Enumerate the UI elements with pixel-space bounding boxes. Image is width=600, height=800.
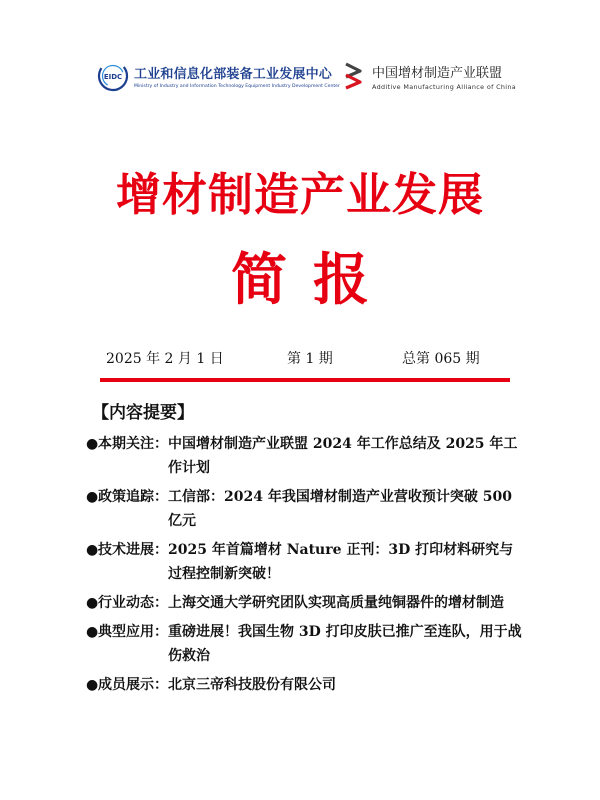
item-label: 技术进展：	[98, 542, 168, 558]
item-text: 2025 年首篇增材 Nature 正刊：3D 打印材料研究与过程控制新突破！	[168, 542, 514, 582]
item-text: 上海交通大学研究团队实现高质量纯铜器件的增材制造	[168, 595, 504, 611]
divider-line	[100, 378, 510, 382]
eidc-abbr: EIDC	[103, 73, 123, 81]
bullet-icon: ●	[86, 595, 99, 611]
issue-date: 2025 年 2 月 1 日	[106, 351, 224, 367]
list-item	[86, 432, 526, 480]
amaac-logo	[340, 56, 516, 96]
bullet-icon: ●	[86, 436, 99, 452]
list-item	[86, 538, 526, 586]
issue-number: 第 1 期	[287, 351, 333, 367]
eidc-name-cn: 工业和信息化部装备工业发展中心	[134, 67, 333, 82]
summary-list	[86, 432, 526, 702]
eidc-logo-icon	[96, 59, 130, 93]
amaac-name-en: Additive Manufacturing Alliance of China	[372, 82, 517, 91]
summary-heading: 【内容提要】	[92, 403, 194, 423]
bullet-icon: ●	[86, 489, 99, 505]
list-item	[86, 591, 526, 615]
eidc-logo	[96, 56, 340, 96]
item-text: 中国增材制造产业联盟 2024 年工作总结及 2025 年工作计划	[168, 436, 518, 476]
amaac-logo-icon	[340, 61, 366, 91]
bullet-icon: ●	[86, 677, 99, 693]
amaac-name-cn: 中国增材制造产业联盟	[372, 65, 503, 81]
bullet-icon: ●	[86, 542, 99, 558]
item-label: 典型应用：	[98, 624, 168, 640]
issue-total: 总第 065 期	[402, 351, 480, 367]
item-text: 工信部：2024 年我国增材制造产业营收预计突破 500 亿元	[168, 489, 512, 529]
item-label: 政策追踪：	[98, 489, 168, 505]
list-item	[86, 620, 526, 668]
bullet-icon: ●	[86, 624, 99, 640]
item-label: 成员展示：	[98, 677, 168, 693]
item-text: 重磅进展！我国生物 3D 打印皮肤已推广至连队，用于战伤救治	[168, 624, 522, 664]
item-text: 北京三帝科技股份有限公司	[168, 677, 336, 693]
sub-title: 简报	[231, 247, 395, 313]
main-title: 增材制造产业发展	[115, 168, 484, 221]
list-item	[86, 485, 526, 533]
item-label: 行业动态：	[98, 595, 168, 611]
list-item	[86, 673, 526, 697]
eidc-name-en: Ministry of Industry and Information Technology Equipment Industry Development Center	[134, 84, 340, 89]
item-label: 本期关注：	[98, 436, 168, 452]
